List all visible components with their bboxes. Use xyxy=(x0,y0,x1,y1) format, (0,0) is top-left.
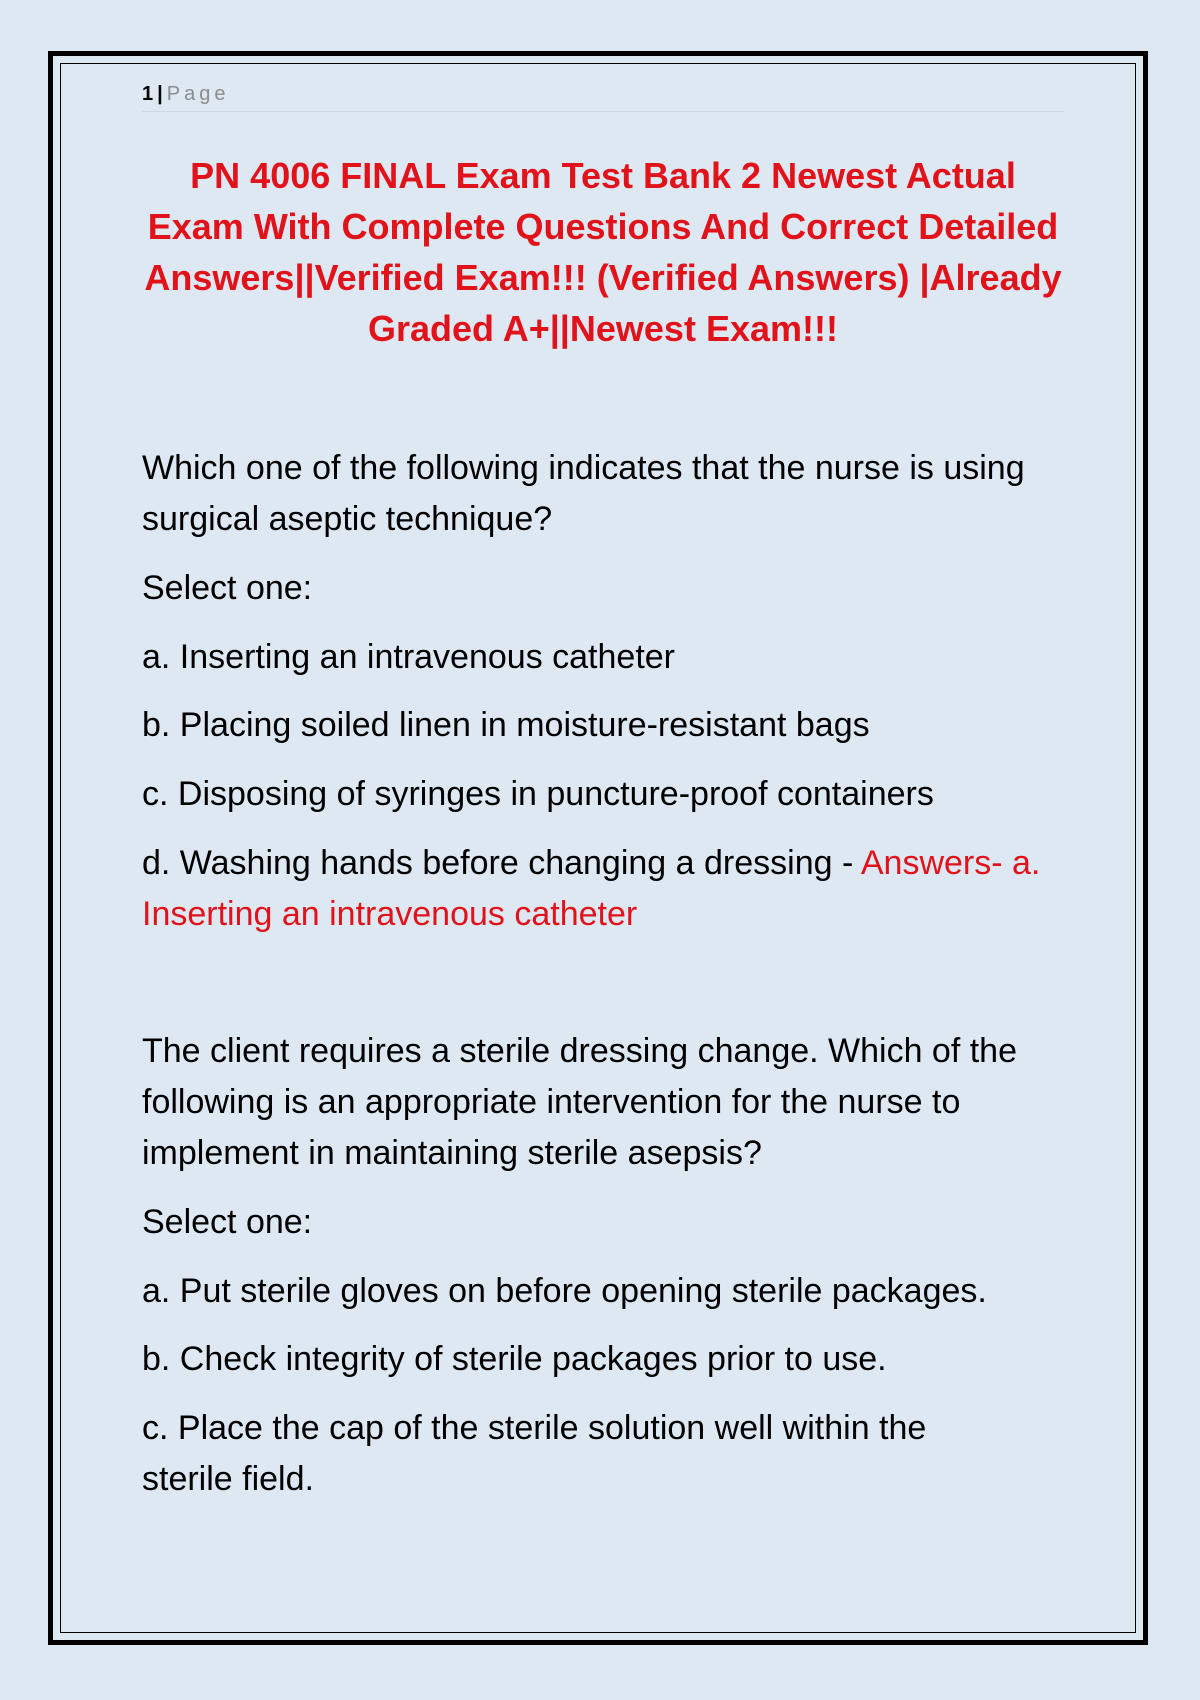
page-header xyxy=(142,80,1064,112)
question-2-option-c: c. Place the cap of the sterile solution well within the sterile field. xyxy=(142,1409,927,1498)
question-1-select-prompt: Select one: xyxy=(142,569,313,607)
question-1-option-c: c. Disposing of syringes in puncture-proof containers xyxy=(142,775,934,813)
question-2-option-b: b. Check integrity of sterile packages prior to use. xyxy=(142,1340,887,1378)
document-title: PN 4006 FINAL Exam Test Bank 2 Newest Actual Exam With Complete Questions And Correct Detailed Answers||Verified Exam!!! (Verified Answers) |Already Graded A+||Newest Exam!!! xyxy=(144,155,1062,349)
question-1-answer: Answers- a. Inserting an intravenous catheter xyxy=(142,844,1041,933)
page-label: Page xyxy=(166,83,230,105)
question-1-option-d-text: d. Washing hands before changing a dressing - xyxy=(142,844,861,882)
question-1-option-a: a. Inserting an intravenous catheter xyxy=(142,638,675,676)
question-2-option-a: a. Put sterile gloves on before opening sterile packages. xyxy=(142,1272,987,1310)
question-1-stem: Which one of the following indicates that the nurse is using surgical aseptic technique? xyxy=(142,449,1025,538)
page-number: 1 xyxy=(142,83,154,105)
question-1-option-b: b. Placing soiled linen in moisture-resistant bags xyxy=(142,706,870,744)
question-2-select-prompt: Select one: xyxy=(142,1203,313,1241)
question-2-stem: The client requires a sterile dressing change. Which of the following is an appropriate intervention for the nurse to implement in maintaining sterile asepsis? xyxy=(142,1032,1018,1172)
question-1-option-d xyxy=(142,838,1047,940)
page-separator: | xyxy=(157,83,163,105)
